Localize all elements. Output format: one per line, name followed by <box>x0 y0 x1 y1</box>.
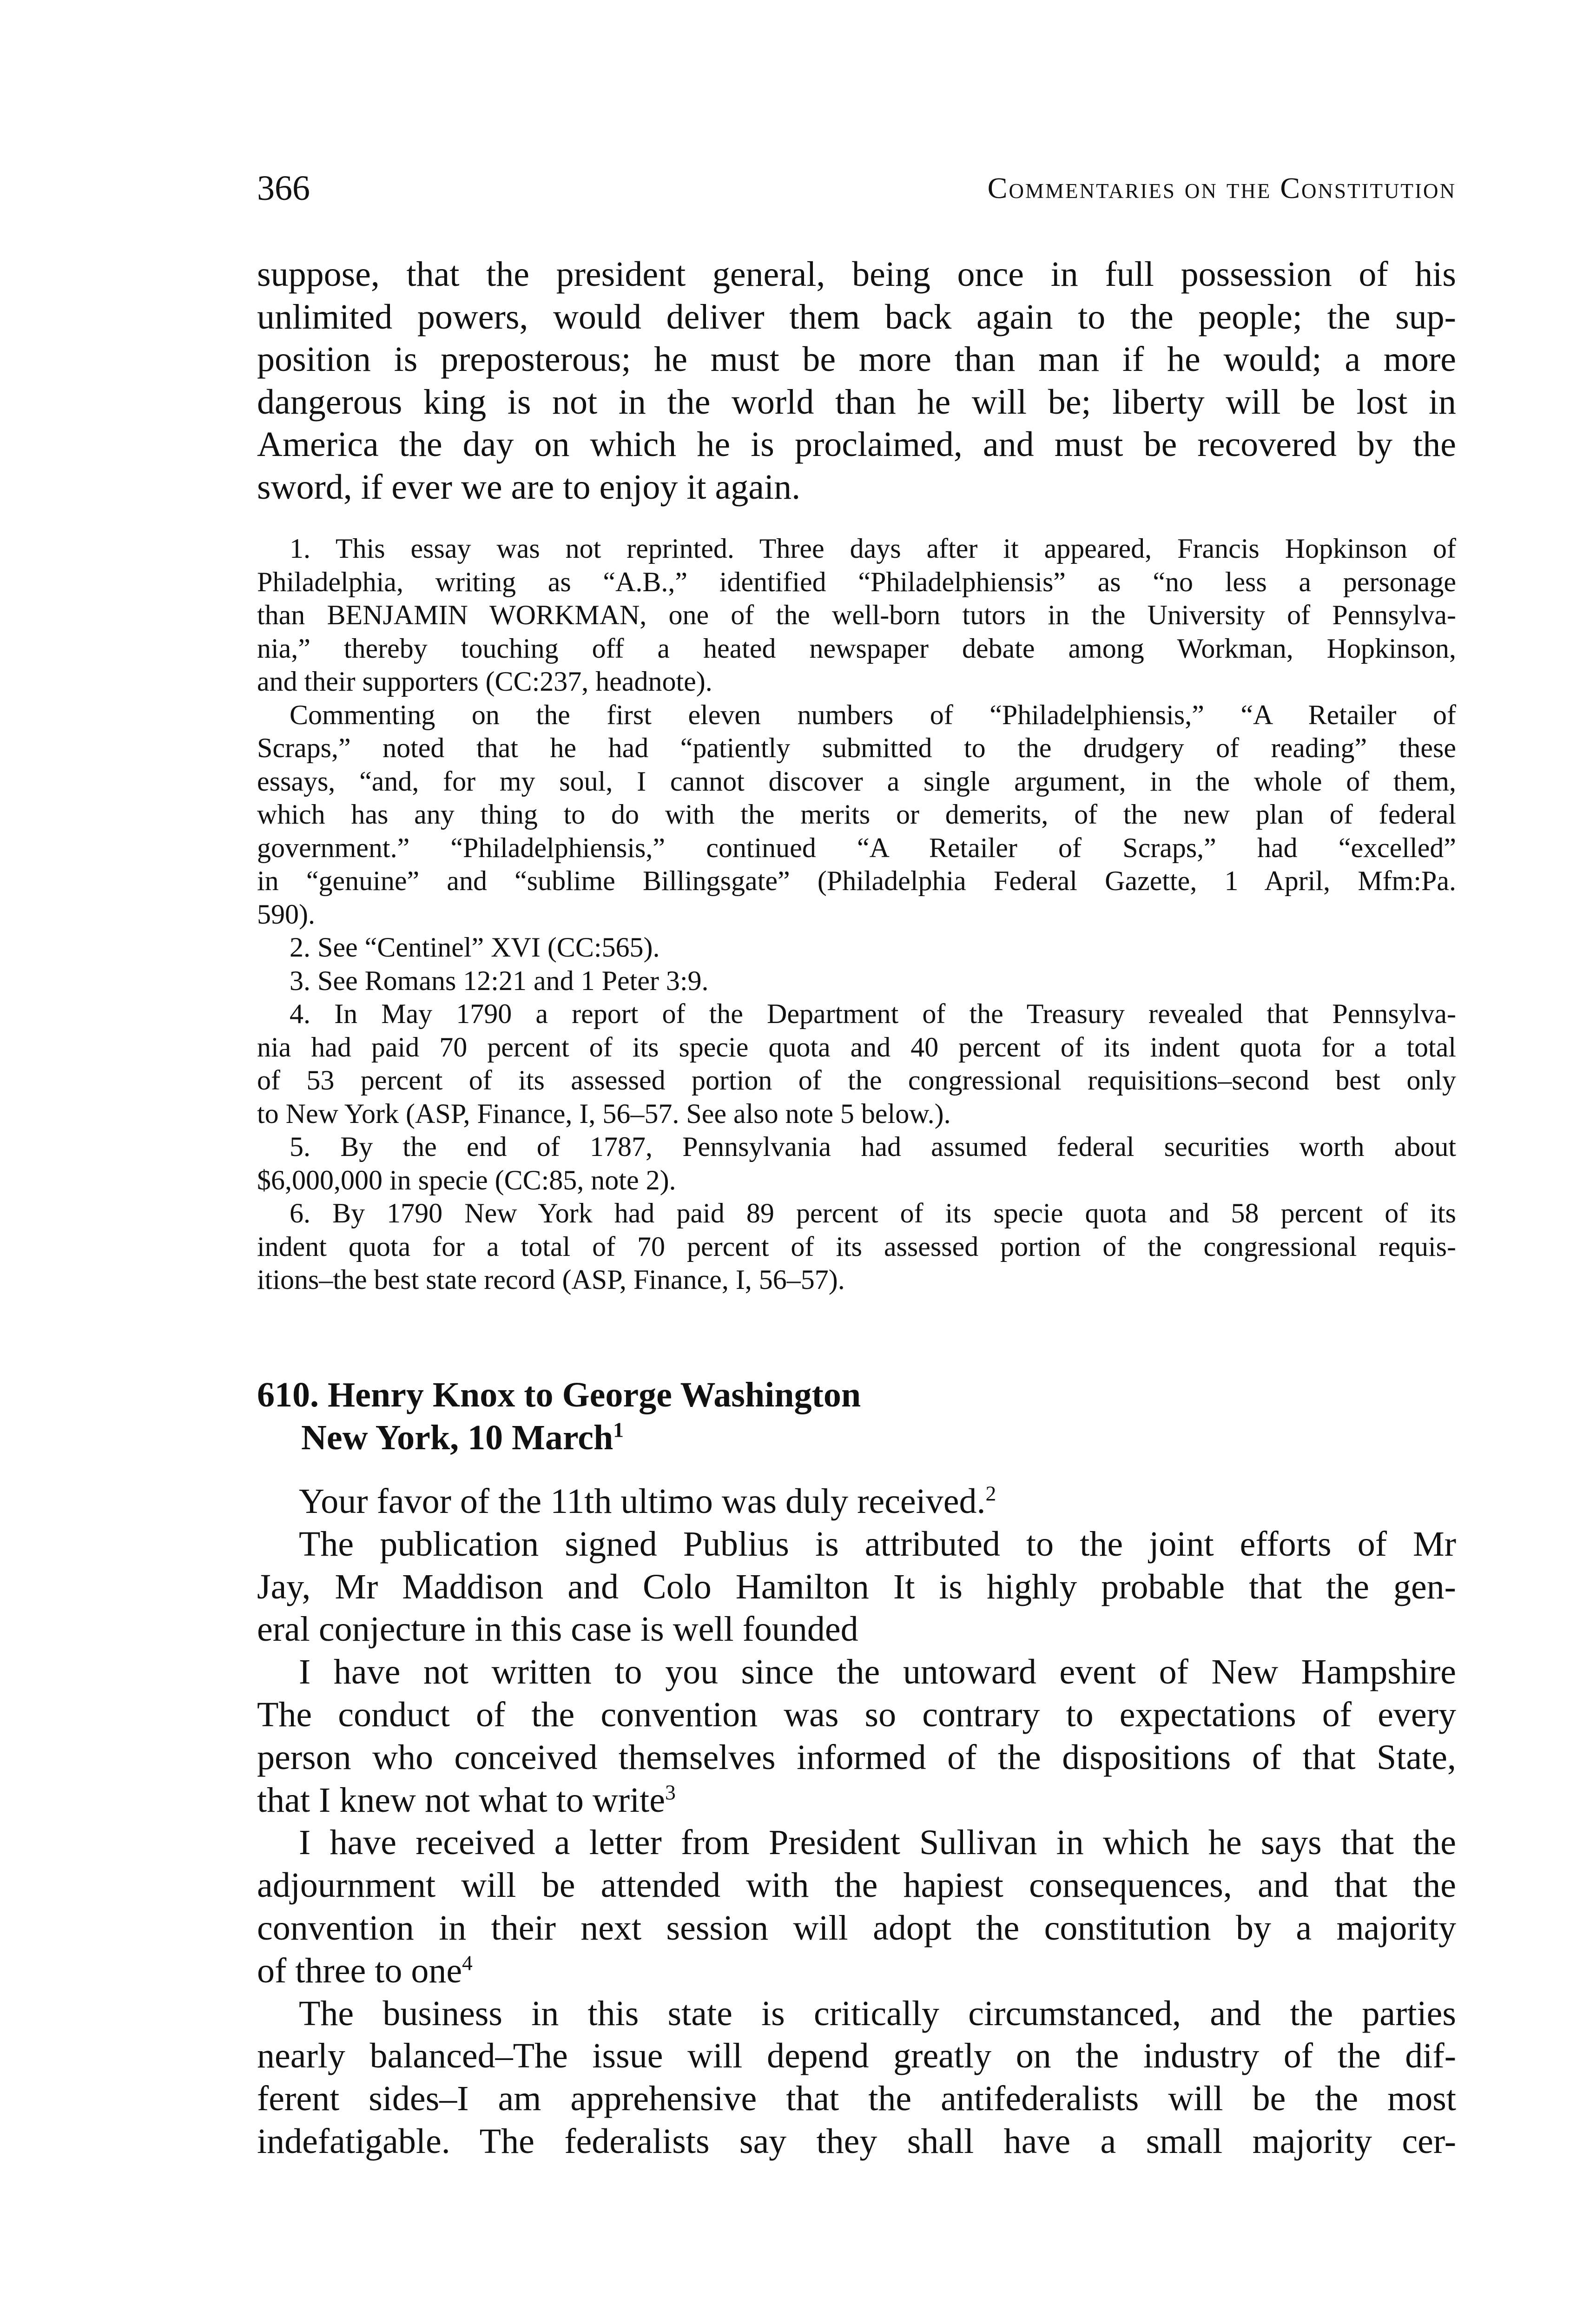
footnote-line: 4. In May 1790 a report of the Department of the Treasury revealed that Pennsylva- <box>290 998 1456 1029</box>
footnote-line: than BENJAMIN WORKMAN, one of the well-born tutors in the University of Pennsylva- <box>257 600 1456 630</box>
footnote-line: 3. See Romans 12:21 and 1 Peter 3:9. <box>290 965 709 996</box>
letter-line: indefatigable. The federalists say they shall have a small majority cer- <box>257 2121 1456 2161</box>
footnotes <box>257 532 1456 1297</box>
footnote-line: 1. This essay was not reprinted. Three days after it appeared, Francis Hopkinson of <box>290 533 1456 564</box>
document-dateline <box>257 1416 1456 1459</box>
text-line: unlimited powers, would deliver them back again to the people; the sup- <box>257 297 1456 337</box>
footnote-ref: 3 <box>665 1780 676 1804</box>
letter-line: Jay, Mr Maddison and Colo Hamilton It is highly probable that the gen- <box>257 1567 1456 1606</box>
footnote-line: to New York (ASP, Finance, I, 56–57. See also note 5 below.). <box>257 1098 951 1129</box>
letter-line: I have received a letter from President Sullivan in which he says that the <box>299 1823 1456 1862</box>
letter-line: adjournment will be attended with the hapiest consequences, and that the <box>257 1866 1456 1905</box>
running-head: Commentaries on the Constitution <box>987 172 1456 205</box>
letter-line: I have not written to you since the untoward event of New Hampshire <box>299 1652 1456 1692</box>
letter-line <box>257 1480 1456 1523</box>
footnote-line: 590). <box>257 898 315 930</box>
footnote-line: which has any thing to do with the merits or demerits, of the new plan of federal <box>257 799 1456 830</box>
footnote-line: of 53 percent of its assessed portion of the congressional requisitions–second best only <box>257 1065 1456 1096</box>
footnote-line: nia,” thereby touching off a heated newspaper debate among Workman, Hopkinson, <box>257 633 1456 664</box>
letter-body <box>257 1480 1456 2163</box>
footnote-line: indent quota for a total of 70 percent of its assessed portion of the congressional requis- <box>257 1231 1456 1262</box>
footnote-line: $6,000,000 in specie (CC:85, note 2). <box>257 1164 676 1195</box>
text-line: dangerous king is not in the world than he will be; liberty will be lost in <box>257 382 1456 422</box>
footnote-line: itions–the best state record (ASP, Finance, I, 56–57). <box>257 1264 845 1295</box>
page-number: 366 <box>257 169 310 208</box>
text-line: America the day on which he is proclaimed, and must be recovered by the <box>257 425 1456 464</box>
footnote-line: 5. By the end of 1787, Pennsylvania had assumed federal securities worth about <box>290 1131 1456 1162</box>
letter-line: person who conceived themselves informed of the dispositions of that State, <box>257 1737 1456 1777</box>
letter-line-text: of three to one <box>257 1951 462 1990</box>
letter-line <box>257 1779 1456 1822</box>
text-line: sword, if ever we are to enjoy it again. <box>257 467 801 507</box>
footnote-line: government.” “Philadelphiensis,” continued “A Retailer of Scraps,” had “excelled” <box>257 832 1456 863</box>
letter-line: ferent sides–I am apprehensive that the antifederalists will be the most <box>257 2079 1456 2119</box>
text-line: suppose, that the president general, being once in full possession of his <box>257 255 1456 294</box>
letter-line: convention in their next session will adopt the constitution by a majority <box>257 1908 1456 1948</box>
footnote-line: 6. By 1790 New York had paid 89 percent of its specie quota and 58 percent of its <box>290 1198 1456 1228</box>
footnote-line: essays, “and, for my soul, I cannot discover a single argument, in the whole of them, <box>257 766 1456 797</box>
letter-line <box>257 1950 1456 1993</box>
footnote-line: Philadelphia, writing as “A.B.,” identified “Philadelphiensis” as “no less a personage <box>257 566 1456 597</box>
letter-line: eral conjecture in this case is well founded <box>257 1610 858 1649</box>
footnote-ref: 1 <box>613 1418 624 1442</box>
letter-line: The publication signed Publius is attributed to the joint efforts of Mr <box>299 1524 1456 1564</box>
document-heading <box>257 1373 1456 1459</box>
footnote-ref: 4 <box>462 1951 473 1975</box>
page-header <box>257 167 1456 209</box>
footnote-line: nia had paid 70 percent of its specie quota and 40 percent of its indent quota for a total <box>257 1031 1456 1063</box>
footnote-line: Commenting on the first eleven numbers of “Philadelphiensis,” “A Retailer of <box>290 699 1456 730</box>
footnote-line: in “genuine” and “sublime Billingsgate” (Philadelphia Federal Gazette, 1 April, Mfm:Pa. <box>257 865 1456 896</box>
footnote-ref: 2 <box>985 1481 996 1505</box>
continuation-paragraph <box>257 253 1456 508</box>
letter-line: The business in this state is critically circumstanced, and the parties <box>299 1994 1456 2033</box>
letter-line-text: that I knew not what to write <box>257 1780 666 1820</box>
footnote-line: Scraps,” noted that he had “patiently submitted to the drudgery of reading” these <box>257 733 1456 763</box>
text-line: position is preposterous; he must be more than man if he would; a more <box>257 340 1456 379</box>
letter-line-text: Your favor of the 11th ultimo was duly received. <box>299 1482 986 1521</box>
document-title: 610. Henry Knox to George Washington <box>257 1375 861 1414</box>
letter-line: nearly balanced–The issue will depend greatly on the industry of the dif- <box>257 2036 1456 2076</box>
letter-line: The conduct of the convention was so contrary to expectations of every <box>257 1695 1456 1734</box>
footnote-line: 2. See “Centinel” XVI (CC:565). <box>290 932 660 963</box>
dateline-text: New York, 10 March <box>301 1418 613 1457</box>
footnote-line: and their supporters (CC:237, headnote). <box>257 666 712 697</box>
